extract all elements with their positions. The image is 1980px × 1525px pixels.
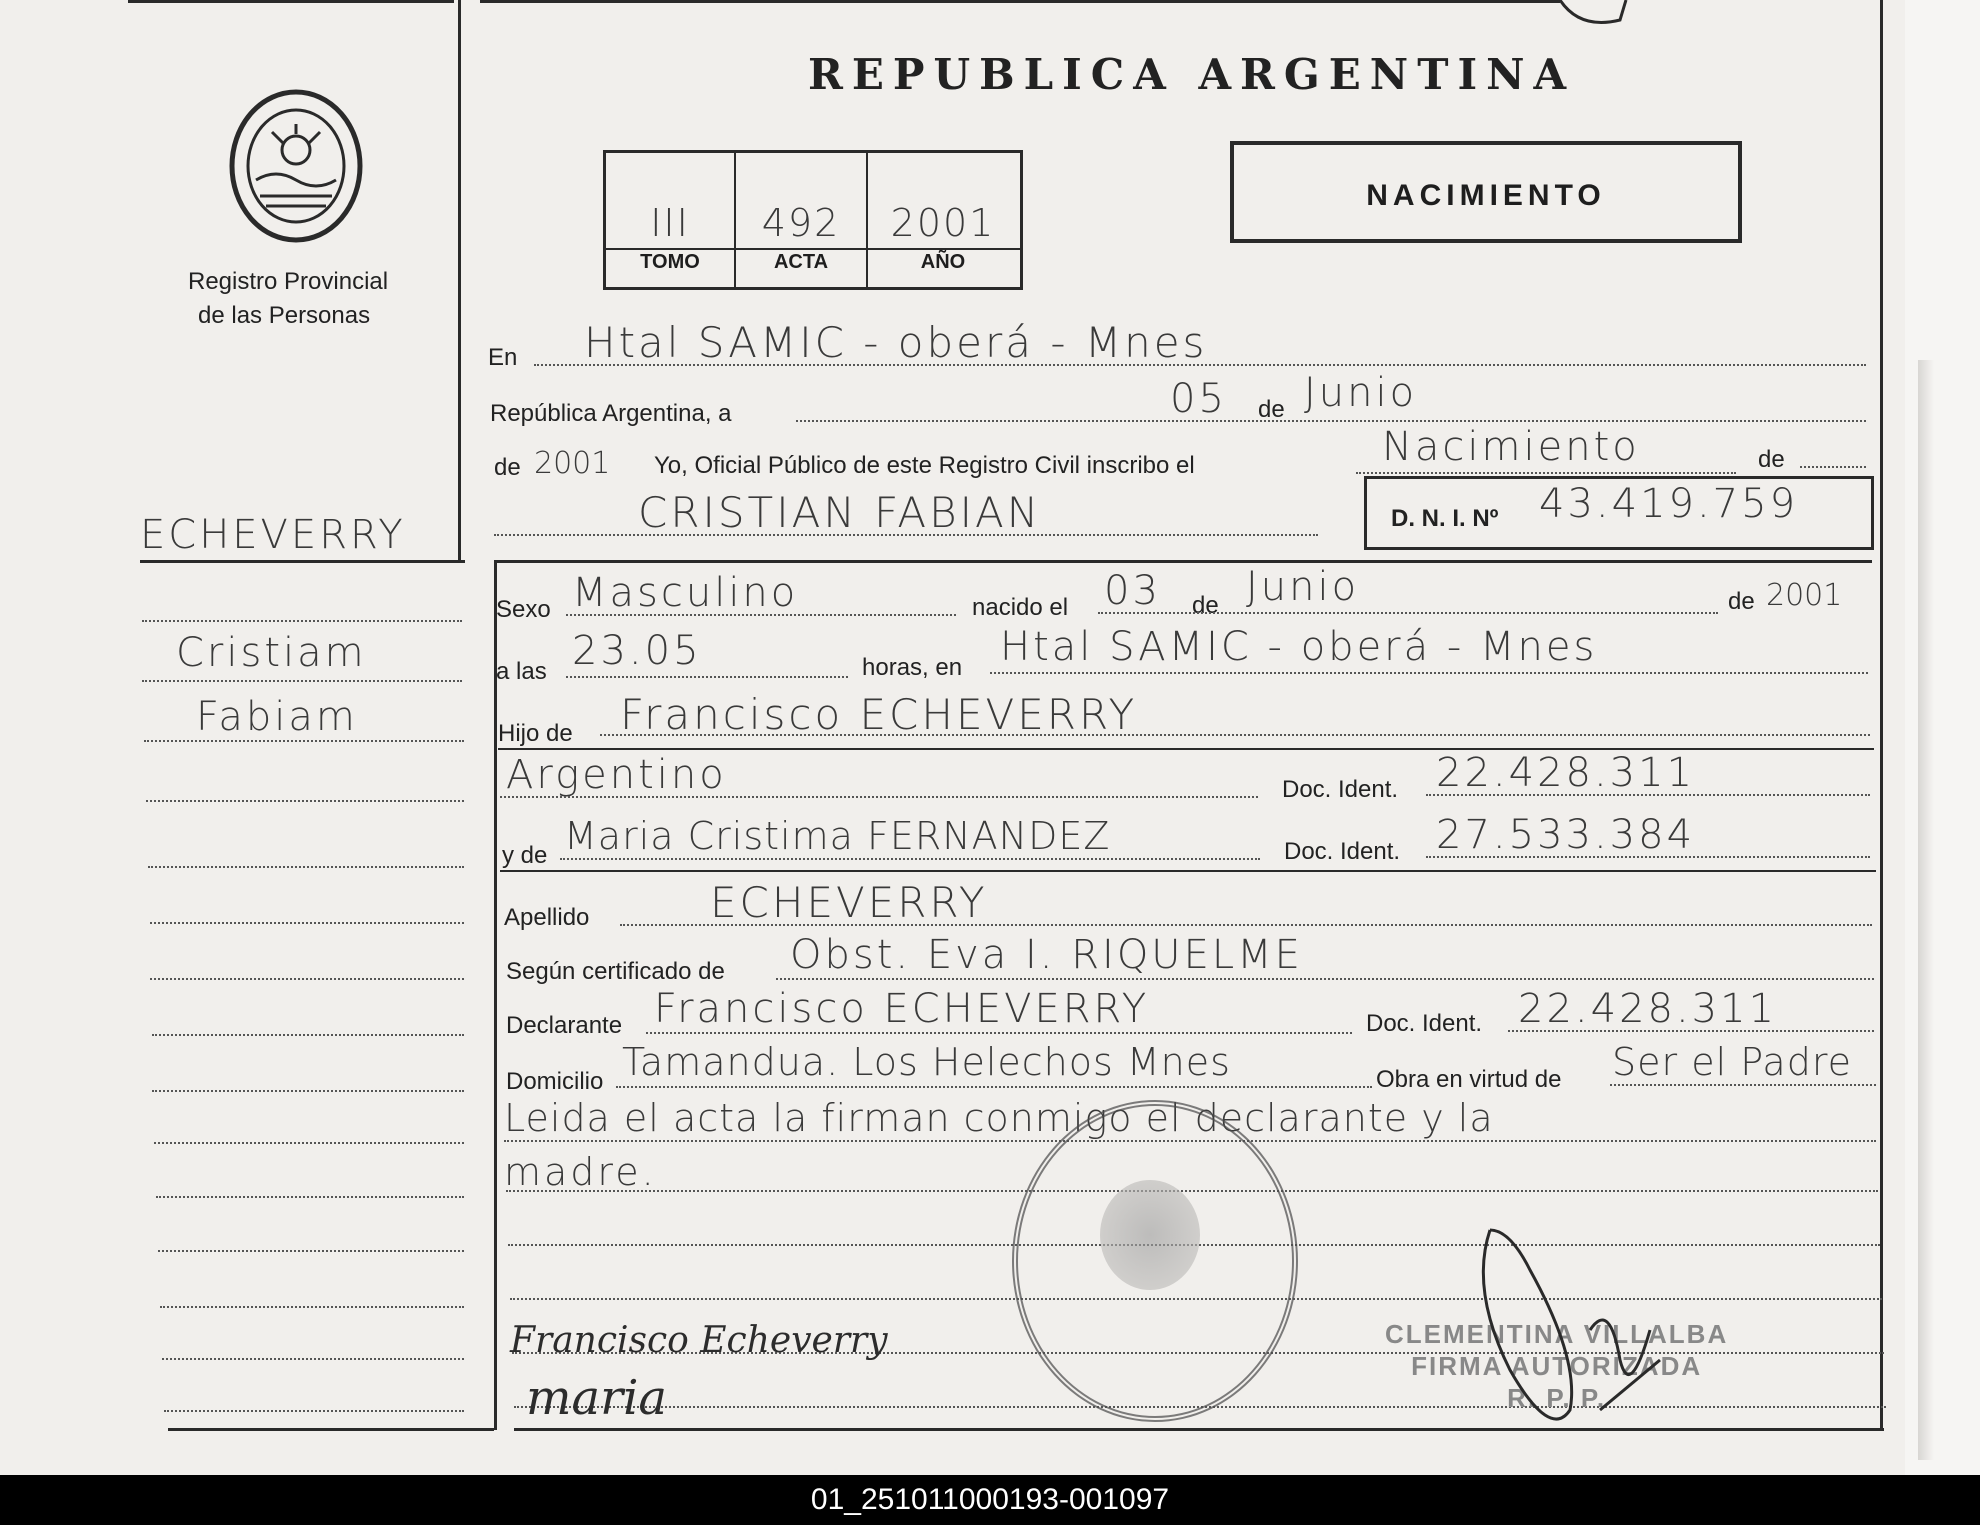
value-dia-nacimiento: 03 xyxy=(1104,568,1161,614)
acta-value: 492 xyxy=(761,201,841,245)
label-sexo: Sexo xyxy=(496,596,551,623)
value-mes-nacimiento: Junio xyxy=(1246,564,1360,610)
value-nacionalidad-padre: Argentino xyxy=(506,752,727,798)
value-nombres: CRISTIAN FABIAN xyxy=(638,488,1042,537)
margin-dotted-line xyxy=(150,978,464,980)
ano-value: 2001 xyxy=(890,201,996,245)
dotted-line xyxy=(796,420,1866,422)
value-ano-inscripcion: 2001 xyxy=(534,446,611,481)
label-declarante: Declarante xyxy=(506,1012,623,1039)
value-observacion-1: Leida el acta la firman conmigo el declarante y la xyxy=(504,1096,1494,1140)
value-mes-inscripcion: Junio xyxy=(1304,370,1418,416)
label-dni: D. N. I. Nº xyxy=(1391,505,1499,532)
label-domicilio: Domicilio xyxy=(506,1068,604,1095)
ano-label: AÑO xyxy=(920,251,966,273)
dotted-line xyxy=(1356,472,1736,474)
scan-id-bar: 01_251011000193-001097 xyxy=(0,1475,1980,1525)
tomo-value: III xyxy=(650,201,690,245)
registry-name-line2: de las Personas xyxy=(198,302,371,329)
margin-dotted-line xyxy=(152,1034,464,1036)
dotted-line xyxy=(500,796,1258,798)
value-domicilio: Tamandua. Los Helechos Mnes xyxy=(622,1040,1231,1084)
dotted-line xyxy=(616,1086,1372,1088)
row-rule xyxy=(500,870,1876,872)
label-hijo-de: Hijo de xyxy=(498,720,573,747)
label-de: de xyxy=(1258,396,1285,423)
margin-bottom-rule xyxy=(168,1428,494,1431)
value-en-virtud: Ser el Padre xyxy=(1612,1040,1852,1084)
label-apellido: Apellido xyxy=(504,904,590,931)
value-doc-declarante: 22.428.311 xyxy=(1518,986,1778,1032)
label-segun-certificado: Según certificado de xyxy=(506,958,725,985)
margin-dotted-line xyxy=(154,1142,464,1144)
dotted-line xyxy=(646,1032,1352,1034)
label-obra-en-virtud: Obra en virtud de xyxy=(1376,1066,1562,1093)
value-doc-padre: 22.428.311 xyxy=(1436,750,1696,796)
record-type-box xyxy=(1230,141,1742,243)
value-doc-madre: 27.533.384 xyxy=(1436,812,1696,858)
label-doc-ident-2: Doc. Ident. xyxy=(1284,838,1401,865)
label-de-prefix: de xyxy=(494,454,521,481)
margin-dotted-line xyxy=(164,1410,464,1412)
value-padre: Francisco ECHEVERRY xyxy=(620,690,1138,739)
margin-dotted-line xyxy=(158,1250,464,1252)
dotted-line xyxy=(620,924,1872,926)
page-fold-shadow xyxy=(1918,360,1934,1460)
label-doc-ident-3: Doc. Ident. xyxy=(1366,1010,1483,1037)
margin-dotted-line xyxy=(146,800,464,802)
dotted-line xyxy=(566,676,848,678)
value-madre: Maria Cristima FERNANDEZ xyxy=(564,814,1111,858)
top-corner-mark-icon xyxy=(1550,0,1630,30)
value-observacion-2: madre. xyxy=(504,1150,657,1194)
value-lugar-nacimiento: Htal SAMIC - oberá - Mnes xyxy=(1000,624,1598,670)
dotted-line xyxy=(1610,1084,1876,1086)
margin-dotted-line xyxy=(142,680,462,682)
margin-surname: ECHEVERRY xyxy=(140,512,406,558)
record-type: NACIMIENTO xyxy=(1366,179,1606,212)
label-en: En xyxy=(488,344,518,371)
declarante-signature: Francisco Echeverry xyxy=(510,1320,888,1361)
tomo-cell xyxy=(606,153,736,287)
left-column-border-top xyxy=(458,0,461,560)
margin-dotted-line xyxy=(152,1090,464,1092)
official-office: R. P. P. xyxy=(1507,1383,1607,1413)
label-doc-ident-1: Doc. Ident. xyxy=(1282,776,1399,803)
value-dia-inscripcion: 05 xyxy=(1170,376,1227,422)
label-yo-oficial: Yo, Oficial Público de este Registro Civil inscribo el xyxy=(654,452,1195,479)
ano-cell xyxy=(868,153,1018,287)
province-seal-icon xyxy=(226,88,366,244)
official-signature-icon xyxy=(1470,1210,1690,1450)
value-ano-nacimiento: 2001 xyxy=(1766,578,1843,613)
left-column-border-bottom xyxy=(494,560,497,1430)
margin-dotted-line xyxy=(160,1306,464,1308)
stamp-emblem-icon xyxy=(1100,1180,1200,1290)
registration-table xyxy=(603,150,1023,290)
value-hora: 23.05 xyxy=(572,628,702,674)
section-divider xyxy=(494,560,1872,563)
value-declarante: Francisco ECHEVERRY xyxy=(654,986,1150,1032)
value-acto: Nacimiento xyxy=(1382,424,1640,470)
margin-dotted-line xyxy=(148,866,464,868)
margin-dotted-line xyxy=(156,1196,464,1198)
margin-surname-rule xyxy=(140,560,465,563)
madre-signature: maria xyxy=(526,1370,668,1426)
dotted-line xyxy=(990,672,1868,674)
margin-dotted-line xyxy=(144,740,464,742)
value-certificado: Obst. Eva I. RIQUELME xyxy=(790,932,1303,978)
dotted-line xyxy=(1426,794,1870,796)
page-edge xyxy=(1905,0,1980,1475)
value-lugar: Htal SAMIC - oberá - Mnes xyxy=(584,318,1208,367)
margin-dotted-line xyxy=(162,1358,464,1360)
dotted-line xyxy=(1098,612,1718,614)
margin-name-1: Cristiam xyxy=(176,630,367,676)
label-de-ano: de xyxy=(1728,588,1755,615)
value-apellido: ECHEVERRY xyxy=(710,878,988,927)
label-horas-en: horas, en xyxy=(862,654,963,681)
label-a-las: a las xyxy=(496,658,547,685)
dotted-line xyxy=(1426,856,1870,858)
label-nacido-el: nacido el xyxy=(972,594,1069,621)
tomo-label: TOMO xyxy=(640,251,700,273)
label-y-de: y de xyxy=(502,842,548,869)
label-de-nac: de xyxy=(1192,592,1219,619)
label-de-end: de xyxy=(1758,446,1785,473)
registry-name-line1: Registro Provincial xyxy=(188,268,389,295)
top-rule-right xyxy=(480,0,1560,3)
dotted-line xyxy=(560,858,1260,860)
top-rule-left xyxy=(128,0,454,3)
margin-dotted-line xyxy=(150,922,464,924)
value-dni: 43.419.759 xyxy=(1539,481,1799,527)
margin-name-2: Fabiam xyxy=(196,694,358,740)
dni-box xyxy=(1364,476,1874,550)
dotted-line xyxy=(494,534,1318,536)
dotted-line xyxy=(1800,466,1866,468)
acta-label: ACTA xyxy=(773,251,829,273)
official-role: FIRMA AUTORIZADA xyxy=(1411,1351,1703,1381)
margin-dotted-line xyxy=(142,620,462,622)
right-border xyxy=(1880,0,1883,1430)
dotted-line xyxy=(776,978,1874,980)
label-republica: República Argentina, a xyxy=(490,400,732,427)
acta-cell xyxy=(736,153,868,287)
dotted-line xyxy=(566,614,956,616)
dotted-line xyxy=(600,734,1870,736)
dotted-line xyxy=(1508,1030,1874,1032)
value-sexo: Masculino xyxy=(572,570,799,616)
official-name: CLEMENTINA VILLALBA xyxy=(1385,1319,1729,1349)
country-title: REPUBLICA ARGENTINA xyxy=(808,50,1576,99)
